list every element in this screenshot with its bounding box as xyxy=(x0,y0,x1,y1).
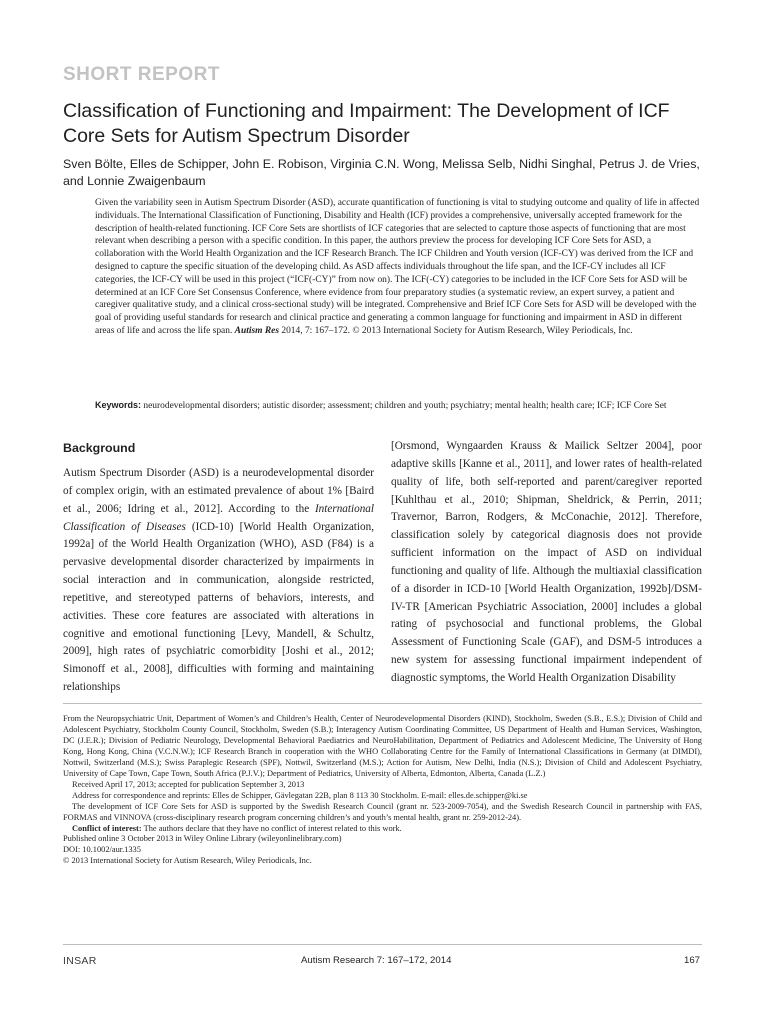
abstract-citation: 2014, 7: 167–172. © 2013 International Society for Autism Research, Wiley Periodicals, Inc. xyxy=(281,325,633,336)
abstract-journal: Autism Res xyxy=(234,325,279,336)
coi-label: Conflict of interest: xyxy=(72,823,142,833)
received-dates: Received April 17, 2013; accepted for publication September 3, 2013 xyxy=(72,779,305,789)
keywords-label: Keywords: xyxy=(95,400,142,410)
doi: DOI: 10.1002/aur.1335 xyxy=(63,845,141,855)
body-text-italic: International Classification of Diseases xyxy=(63,502,374,533)
footer-divider xyxy=(63,944,702,945)
footnotes xyxy=(63,714,702,867)
published-online: Published online 3 October 2013 in Wiley Online Library (wileyonlinelibrary.com) xyxy=(63,834,342,844)
body-column-left xyxy=(63,465,374,697)
page-number: 167 xyxy=(684,955,701,966)
keywords xyxy=(95,399,701,413)
body-column-right: [Orsmond, Wyngaarden Krauss & Mailick Seltzer 2004], poor adaptive skills [Kanne et al., 2011], and lower rates of health-related quality of life, both self-reported and parent/caregiver reported [Kuhlthau et al., 2010; Shipman, Sheldrick, & Perrin, 2011; Travernor, Barron, Rodgers, & McConachie, 2012]. Therefore, classification solely by categorical diagnosis does not provide sufficient information on the impact of ASD on individual functioning and quality of life. Although the multiaxial classification of a disorder in ICD-10 [World Health Organization, 1992b]/DSM-IV-TR [American Psychiatric Association, 2000] includes a global rating of psychosocial and functional problems, the Global Assessment of Functioning Scale (GAF), and DSM-5 introduces a new system for assessing functional impairment independent of diagnostic symptoms, the World Health Organization Disability xyxy=(391,440,702,684)
copyright: © 2013 International Society for Autism Research, Wiley Periodicals, Inc. xyxy=(63,856,312,866)
abstract-text: Given the variability seen in Autism Spectrum Disorder (ASD), accurate quantification of functioning is vital to studying outcome and quality of life in affected individuals. The International Classification of Functioning, Disability and Health (ICF) provides a comprehensive, universally accepted framework for the description of health-related functioning. ICF Core Sets are shortlists of ICF categories that are selected to capture those aspects of functioning that are most relevant when describing a person with a specific condition. In this paper, the authors preview the process for developing ICF Core Sets for ASD, a collaboration with the World Health Organization and the ICF Research Branch. The ICF Children and Youth version (ICF-CY) was derived from the ICF and designed to capture the specific situation of the developing child. As ASD affects individuals throughout the life span, and the ICF-CY includes all ICF categories, the ICF-CY will be used in this project (“ICF(-CY)” from now on). The ICF(-CY) categories to be included in the ICF Core Sets for ASD will be determined at an ICF Core Set Consensus Conference, where evidence from four preparatory studies (a systematic review, an expert survey, a patient and caregiver qualitative study, and a clinical cross-sectional study) will be integrated. Comprehensive and Brief ICF Core Sets for ASD will be developed with the goal of providing useful standards for research and clinical practice and generating a common language for functioning and impairment in ASD in different areas of life and across the life span. xyxy=(95,198,700,336)
coi-text: The authors declare that they have no conflict of interest related to this work. xyxy=(143,823,402,833)
article-title: Classification of Functioning and Impairment: The Development of ICF Core Sets for Autism Spectrum Disorder xyxy=(63,100,670,147)
body-text: (ICD-10) [World Health Organization, 1992a] of the World Health Organization (WHO), ASD (F84) is a pervasive developmental disorder characterized by impairments in social interaction and in communication, alongside restricted, repetitive, and stereotyped patterns of behaviors, interests, and activities. These core features are associated with alterations in cognitive and emotional functioning [Levy, Mandell, & Schultz, 2009], high rates of psychiatric comorbidity [Joshi et al., 2012; Simonoff et al., 2008], difficulties with forming and maintaining relationships xyxy=(63,520,375,694)
footer-journal-citation: Autism Research 7: 167–172, 2014 xyxy=(301,955,452,966)
body-text: Autism Spectrum Disorder (ASD) is a neurodevelopmental disorder of complex origin, with an estimated prevalence of about 1% [Baird et al., 2006; Idring et al., 2012]. According to the xyxy=(63,467,374,515)
abstract xyxy=(95,197,701,338)
author-list: Sven Bölte, Elles de Schipper, John E. Robison, Virginia C.N. Wong, Melissa Selb, Nidhi Singhal, Petrus J. de Vries, and Lonnie Zwaigenbaum xyxy=(63,157,700,188)
footnote-divider xyxy=(63,703,702,704)
background-heading: Background xyxy=(63,441,136,455)
correspondence-address: Address for correspondence and reprints: Elles de Schipper, Gävlegatan 22B, plan 8 113 30 Stockholm. E-mail: elles.de.schipper@ki.se xyxy=(72,790,528,800)
funding-note: The development of ICF Core Sets for ASD is supported by the Swedish Research Council (grant nr. 523-2009-7054), and the Swedish Research Council in partnership with FAS, FORMAS and VINNOVA (cross-disciplinary research program concerning children’s and youth’s mental health, grant nr. 259-2012-24). xyxy=(63,801,702,822)
conflict-of-interest xyxy=(63,824,702,835)
section-label: SHORT REPORT xyxy=(63,64,220,85)
footer-society: INSAR xyxy=(63,955,97,967)
keywords-text: neurodevelopmental disorders; autistic disorder; assessment; children and youth; psychiatry; mental health; health care; ICF; ICF Core Set xyxy=(143,401,667,411)
affiliations: From the Neuropsychiatric Unit, Department of Women’s and Children’s Health, Center of Neurodevelopmental Disorders (KIND), Stockholm, Sweden (S.B., E.S.); Division of Child and Adolescent Psychiatry, Stockholm County Council, Stockholm, Sweden (S.B.); Interagency Autism Coordinating Committee, US Department of Health and Human Services, Washington, DC (J.E.R.); Division of Pediatric Neurology, Developmental Behavioral Paediatrics and NeuroHabilitation, Department of Pediatrics and Adolescent Medicine, The University of Hong Kong, Hong Kong, China (V.C.N.W.); ICF Research Branch in cooperation with the WHO Collaborating Centre for the Family of International Classifications in Germany (at DIMDI), Nottwil, Switzerland (M.S.); Swiss Paraplegic Research (SPF), Nottwil, Switzerland (M.S.); Action for Autism, New Delhi, India (N.S.); Division of Child and Adolescent Psychiatry, University of Cape Town, Cape Town, South Africa (P.J.V.); Department of Pediatrics, University of Alberta, Edmonton, Alberta, Canada (L.Z.) xyxy=(63,714,702,778)
